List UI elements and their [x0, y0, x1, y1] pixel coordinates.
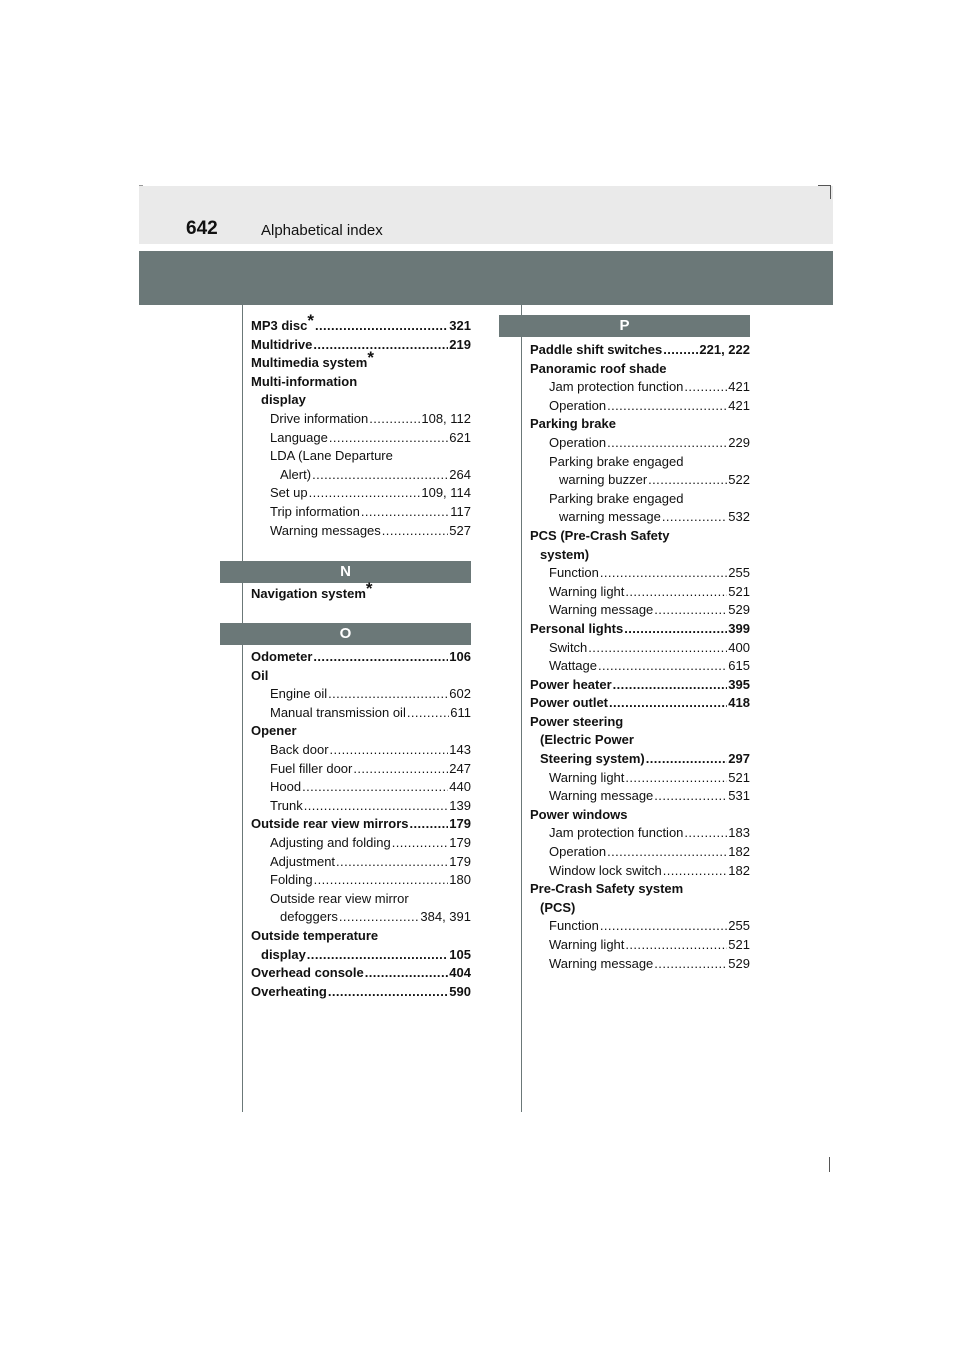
index-subentry: Window lock switch ..... 182 [530, 862, 750, 881]
index-entry: Power steering [530, 713, 624, 729]
index-entry: Multidrive ..... 219 [251, 336, 471, 355]
column-rule [242, 305, 243, 1112]
crop-mark [139, 185, 143, 186]
index-subentry: Back door ..... 143 [251, 741, 471, 760]
index-entry: Power windows [530, 806, 628, 822]
section-header-n: N [220, 561, 471, 583]
index-column-n [251, 578, 471, 604]
index-entry: Outside rear view mirrors ..... 179 [251, 815, 471, 834]
index-entry: Parking brake [530, 416, 616, 432]
index-entry-cont: display ..... 105 [251, 946, 471, 965]
index-subentry-cont: warning buzzer ..... 522 [530, 471, 750, 490]
index-entry: Power heater ..... 395 [530, 676, 750, 695]
index-subentry-cont: warning message ..... 532 [530, 508, 750, 527]
index-subentry: Adjusting and folding ..... 179 [251, 834, 471, 853]
crop-mark [829, 1157, 830, 1172]
page-title: Alphabetical index [261, 222, 383, 239]
header-band [139, 186, 833, 244]
index-entry-cont: display [261, 392, 306, 408]
index-entry: Multimedia system* [251, 347, 374, 371]
index-subentry-cont: Alert) ..... 264 [251, 466, 471, 485]
index-entry-cont: system) [540, 546, 590, 562]
index-entry: MP3 disc* ..... 321 [251, 317, 471, 336]
index-subentry: Warning light ..... 521 [530, 936, 750, 955]
index-entry: Power outlet ..... 418 [530, 694, 750, 713]
index-subentry: Operation ..... 421 [530, 397, 750, 416]
index-subentry: Operation ..... 182 [530, 843, 750, 862]
index-entry: Oil [251, 667, 269, 683]
index-subentry: Jam protection function ..... 421 [530, 378, 750, 397]
index-subentry: Warning message ..... 529 [530, 955, 750, 974]
index-subentry: Warning light ..... 521 [530, 583, 750, 602]
index-entry-cont: (PCS) [540, 899, 576, 915]
index-subentry-cont: defoggers ..... 384, 391 [251, 908, 471, 927]
index-entry: Overhead console ..... 404 [251, 964, 471, 983]
index-subentry: Warning light ..... 521 [530, 769, 750, 788]
index-subentry: Operation ..... 229 [530, 434, 750, 453]
index-subentry: Folding ..... 180 [251, 871, 471, 890]
crop-mark [818, 185, 831, 186]
section-header-o: O [220, 623, 471, 645]
index-entry: Opener [251, 723, 297, 739]
page-number: 642 [186, 218, 218, 239]
index-subentry: LDA (Lane Departure [270, 448, 393, 464]
index-column-m [251, 310, 471, 540]
column-rule [521, 305, 522, 1112]
index-entry: PCS (Pre-Crash Safety [530, 527, 670, 543]
index-subentry: Fuel filler door ..... 247 [251, 760, 471, 779]
index-entry: Panoramic roof shade [530, 360, 667, 376]
index-subentry: Warning messages ..... 527 [251, 522, 471, 541]
index-subentry: Language ..... 621 [251, 429, 471, 448]
header-bar [139, 251, 833, 305]
index-subentry: Warning message ..... 529 [530, 601, 750, 620]
index-subentry: Trunk ..... 139 [251, 797, 471, 816]
index-column-o [251, 648, 471, 1001]
index-subentry: Warning message ..... 531 [530, 787, 750, 806]
section-header-p: P [499, 315, 750, 337]
index-subentry: Manual transmission oil ..... 611 [251, 704, 471, 723]
index-subentry: Trip information ..... 117 [251, 503, 471, 522]
index-subentry: Set up ..... 109, 114 [251, 484, 471, 503]
index-subentry: Adjustment ..... 179 [251, 853, 471, 872]
index-entry: Personal lights ..... 399 [530, 620, 750, 639]
index-entry-cont: Steering system) ..... 297 [530, 750, 750, 769]
index-subentry: Function ..... 255 [530, 917, 750, 936]
index-subentry: Drive information ..... 108, 112 [251, 410, 471, 429]
index-subentry: Outside rear view mirror [270, 890, 409, 906]
index-entry: Pre-Crash Safety system [530, 881, 684, 897]
index-entry: Outside temperature [251, 927, 379, 943]
index-subentry: Jam protection function ..... 183 [530, 824, 750, 843]
index-entry: Odometer ..... 106 [251, 648, 471, 667]
crop-mark [830, 185, 831, 199]
index-subentry: Hood ..... 440 [251, 778, 471, 797]
index-subentry: Engine oil ..... 602 [251, 685, 471, 704]
index-subentry: Parking brake engaged [549, 453, 684, 469]
index-subentry: Function ..... 255 [530, 564, 750, 583]
index-column-p [530, 341, 750, 973]
index-subentry: Wattage ..... 615 [530, 657, 750, 676]
index-subentry: Switch ..... 400 [530, 639, 750, 658]
index-entry: Multi-information [251, 373, 358, 389]
index-entry: Overheating ..... 590 [251, 983, 471, 1002]
index-entry: Paddle shift switches ..... 221, 222 [530, 341, 750, 360]
index-entry: Navigation system* [251, 578, 373, 601]
index-entry-cont: (Electric Power [540, 732, 634, 748]
index-subentry: Parking brake engaged [549, 490, 684, 506]
